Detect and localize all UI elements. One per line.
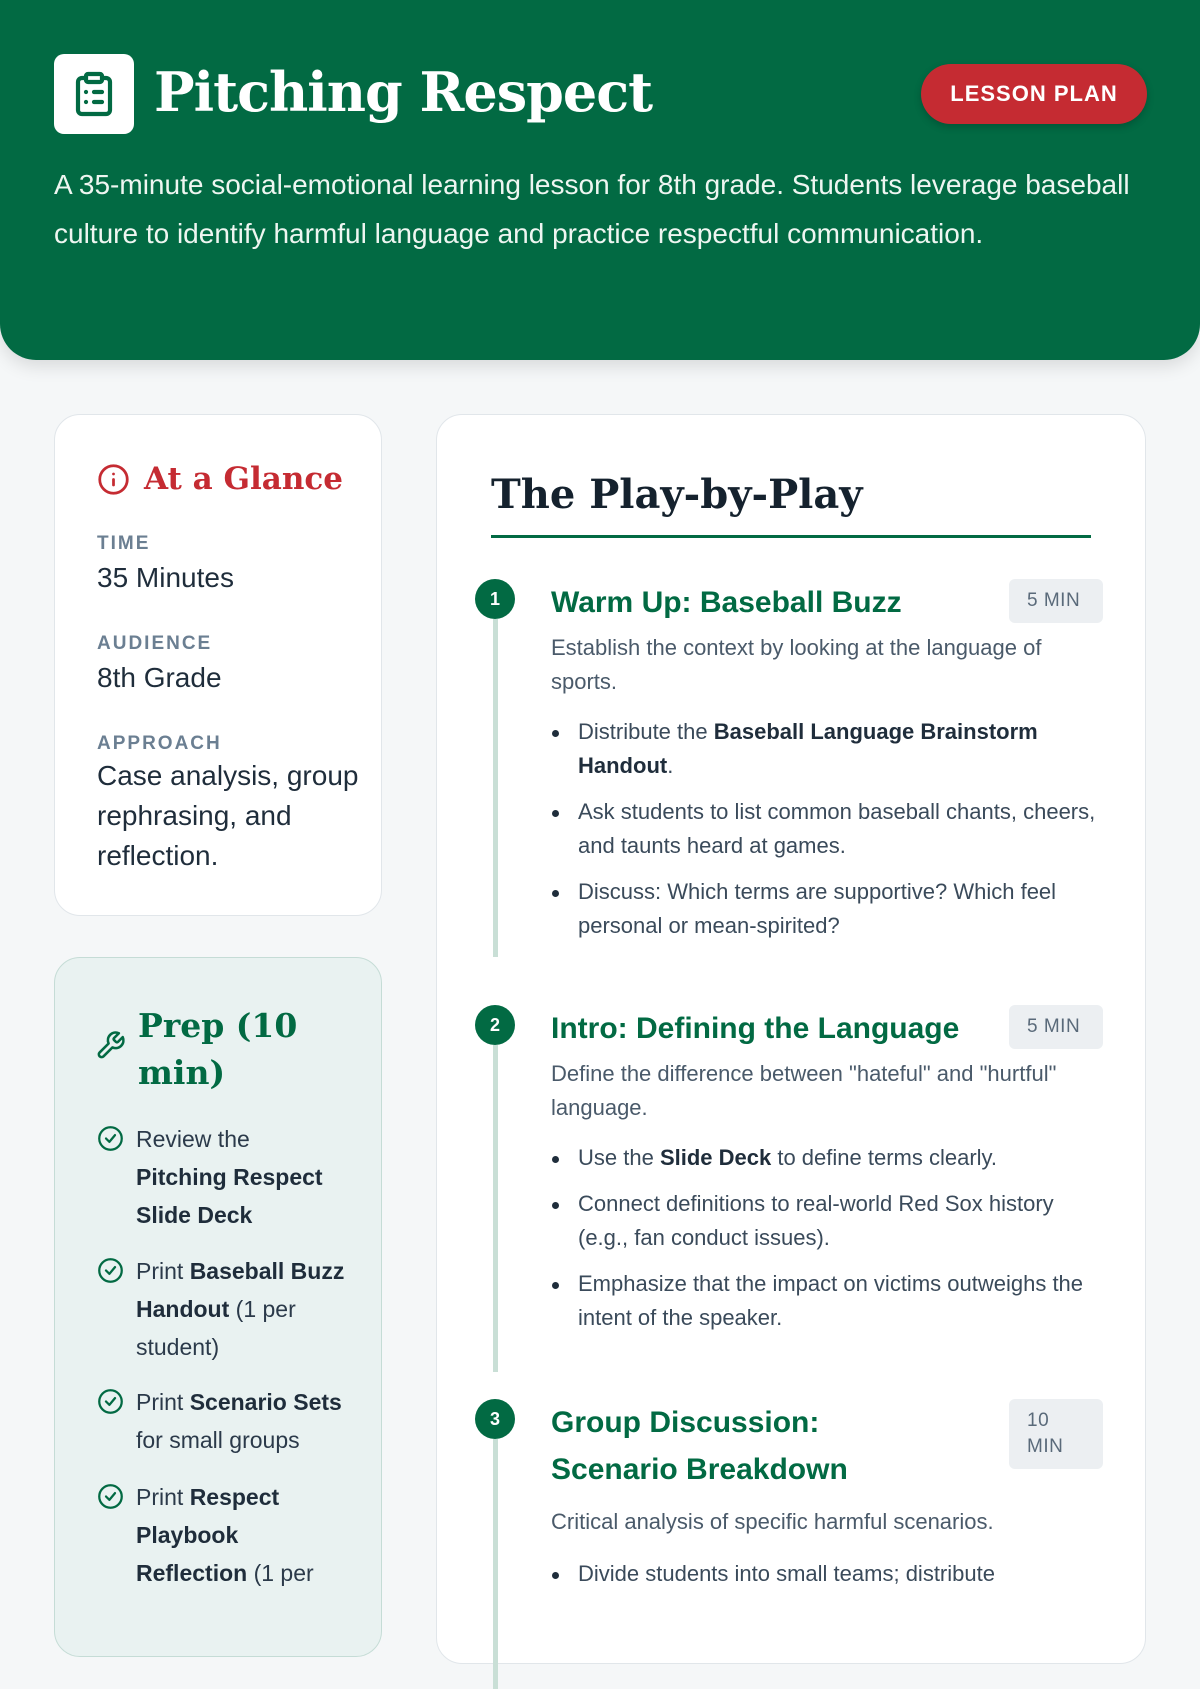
prep-item <box>97 1120 346 1234</box>
step-description: Define the difference between "hateful" and "hurtful" language. <box>551 1061 1057 1120</box>
step-bullet <box>551 1187 1107 1255</box>
step-duration-badge: 10 MIN <box>1009 1399 1103 1469</box>
clipboard-list-icon <box>70 70 118 118</box>
bullet-text: . <box>667 753 674 778</box>
bullet-text: Discuss: Which terms are supportive? Which feel personal or mean-spirited? <box>578 879 1057 938</box>
bullet-text: Distribute the <box>578 719 714 744</box>
logo-badge <box>54 54 134 134</box>
time-value: 35 Minutes <box>97 562 234 593</box>
timeline-connector <box>493 1439 498 1689</box>
lesson-step <box>475 1005 1105 1365</box>
step-title: Warm Up: Baseball Buzz <box>551 586 902 619</box>
step-bullet-list <box>551 1141 1107 1347</box>
audience-value: 8th Grade <box>97 662 222 693</box>
bullet-text: to define terms clearly. <box>771 1145 998 1170</box>
at-a-glance-title: At a Glance <box>144 461 343 497</box>
prep-item-text <box>136 1383 346 1459</box>
bullet-text: Ask students to list common baseball chants, cheers, and taunts heard at games. <box>578 799 1096 858</box>
prep-title: Prep (10 min) <box>138 1006 298 1092</box>
approach-value: Case analysis, group rephrasing, and reflection. <box>97 760 359 871</box>
prep-item-text-plain: (1 per <box>247 1560 314 1586</box>
step-bullet-list <box>551 715 1107 955</box>
wrench-icon <box>95 1030 126 1061</box>
prep-item-text-plain: Print <box>136 1484 190 1510</box>
lesson-step <box>475 1399 1105 1609</box>
bullet-text: Connect definitions to real-world Red Sox history (e.g., fan conduct issues). <box>578 1191 1054 1250</box>
approach-label: APPROACH <box>97 733 222 754</box>
bullet-text-bold: Baseball Language Brainstorm Handout <box>578 719 1038 778</box>
check-circle-icon <box>97 1125 124 1152</box>
step-number-badge: 1 <box>475 579 515 619</box>
step-bullet <box>551 875 1107 943</box>
step-description: Establish the context by looking at the language of sports. <box>551 635 1042 694</box>
prep-item-text-plain: Print <box>136 1258 190 1284</box>
step-bullet-list <box>551 1557 1107 1603</box>
timeline-connector <box>493 1045 498 1372</box>
step-bullet <box>551 1557 1107 1591</box>
bullet-text: Use the <box>578 1145 660 1170</box>
step-title: Group Discussion: Scenario Breakdown <box>551 1406 848 1486</box>
prep-item-text-bold: Scenario Sets <box>189 1389 342 1415</box>
lesson-summary: A 35-minute social-emotional learning lesson for 8th grade. Students leverage baseball culture to identify harmful language and practice respectful communication. <box>54 169 1130 249</box>
prep-item-text-plain: for small groups <box>136 1427 300 1453</box>
bullet-text-bold: Slide Deck <box>659 1145 772 1170</box>
prep-item <box>97 1478 346 1592</box>
step-bullet <box>551 1141 1107 1175</box>
step-description: Critical analysis of specific harmful scenarios. <box>551 1509 994 1534</box>
prep-item-text <box>136 1252 346 1366</box>
at-a-glance-card <box>54 414 382 916</box>
step-bullet <box>551 795 1107 863</box>
timeline-connector <box>493 619 498 957</box>
play-by-play-card <box>436 414 1146 1664</box>
prep-item-text-plain: Review the <box>136 1126 250 1152</box>
time-label: TIME <box>97 533 151 554</box>
prep-item <box>97 1252 346 1366</box>
prep-item-text-bold: Baseball Buzz Handout <box>136 1258 345 1322</box>
prep-item-text-plain: Print <box>136 1389 190 1415</box>
prep-item-text <box>136 1120 346 1234</box>
info-circle-icon <box>97 463 130 496</box>
prep-item-text-plain: (1 per student) <box>136 1296 296 1360</box>
bullet-text: Emphasize that the impact on victims outweighs the intent of the speaker. <box>578 1271 1084 1330</box>
bullet-text: Divide students into small teams; distribute <box>578 1561 995 1586</box>
prep-card <box>54 957 382 1657</box>
step-number-badge: 3 <box>475 1399 515 1439</box>
check-circle-icon <box>97 1388 124 1415</box>
lesson-plan-badge: LESSON PLAN <box>921 64 1147 124</box>
page-title: Pitching Respect <box>154 60 653 124</box>
page-header <box>0 0 1200 360</box>
title-divider <box>491 535 1091 538</box>
prep-item-text <box>136 1478 346 1592</box>
step-duration-badge: 5 MIN <box>1009 579 1103 623</box>
prep-item-text-bold: Pitching Respect Slide Deck <box>136 1164 323 1228</box>
prep-header <box>95 1002 298 1096</box>
step-bullet <box>551 1267 1107 1335</box>
check-circle-icon <box>97 1257 124 1284</box>
at-a-glance-header <box>97 461 343 497</box>
step-number-badge: 2 <box>475 1005 515 1045</box>
play-by-play-title: The Play-by-Play <box>491 471 863 518</box>
step-title: Intro: Defining the Language <box>551 1012 960 1045</box>
audience-label: AUDIENCE <box>97 633 213 654</box>
lesson-step <box>475 579 1105 959</box>
step-duration-badge: 5 MIN <box>1009 1005 1103 1049</box>
step-bullet <box>551 715 1107 783</box>
prep-item-text-bold: Respect Playbook Reflection <box>136 1484 280 1586</box>
check-circle-icon <box>97 1483 124 1510</box>
prep-item <box>97 1383 346 1459</box>
